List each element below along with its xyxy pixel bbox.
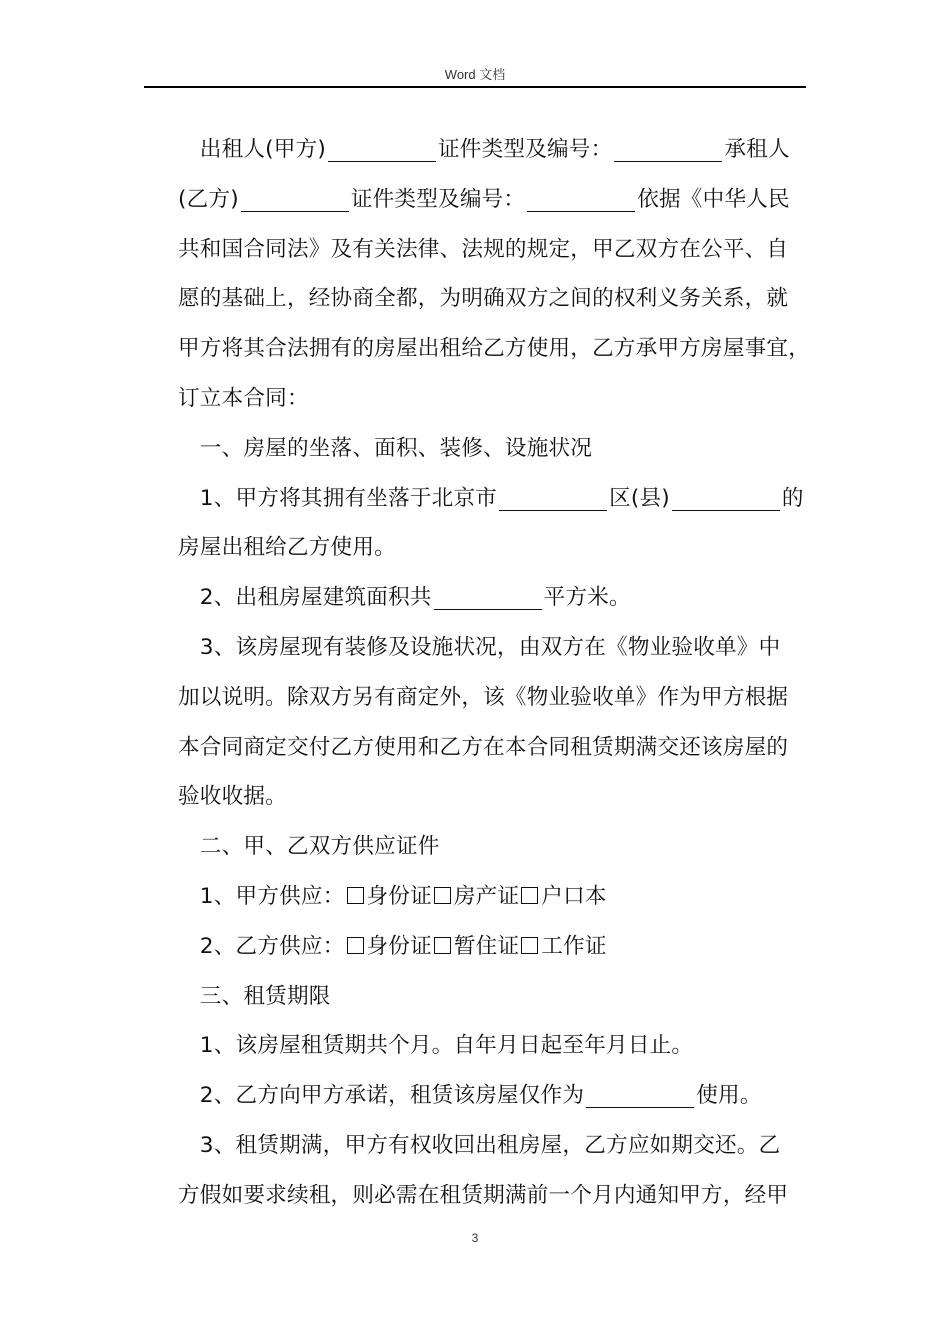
text-run: 依据《中华人民	[637, 186, 790, 212]
checkbox[interactable]	[434, 887, 451, 904]
text-line	[178, 576, 806, 626]
text-run: 1、甲方供应：	[178, 883, 345, 909]
text-run: 使用。	[696, 1083, 762, 1109]
blank-field[interactable]	[328, 133, 436, 162]
section-heading: 一、房屋的坐落、面积、装修、设施状况	[178, 435, 593, 461]
checkbox-label: 身份证	[366, 933, 432, 959]
checkbox[interactable]	[347, 887, 364, 904]
blank-field[interactable]	[527, 183, 635, 212]
text-line	[178, 128, 806, 178]
text-run: 证件类型及编号：	[350, 186, 526, 212]
text-line: 加以说明。除双方另有商定外，该《物业验收单》作为甲方根据	[178, 684, 789, 710]
blank-field[interactable]	[434, 581, 542, 610]
text-run: 2、乙方供应：	[178, 933, 345, 959]
checkbox-label: 房产证	[453, 883, 520, 909]
document-body	[178, 128, 811, 1224]
text-line: 本合同商定交付乙方使用和乙方在本合同租赁期满交还该房屋的	[178, 734, 789, 760]
checkbox[interactable]	[347, 937, 364, 954]
checkbox-label: 户口本	[541, 883, 607, 909]
text-line: 订立本合同：	[178, 385, 309, 411]
text-run: 2、出租房屋建筑面积共	[178, 585, 432, 611]
checkbox-label: 暂住证	[453, 933, 520, 959]
text-run: (乙方)	[178, 186, 239, 212]
text-line: 1、该房屋租赁期共个月。自年月日起至年月日止。	[178, 1033, 694, 1059]
page-header: Word 文档	[444, 67, 506, 82]
text-line: 甲方将其合法拥有的房屋出租给乙方使用，乙方承甲方房屋事宜，	[178, 336, 811, 362]
text-line	[178, 925, 806, 975]
page-number: 3	[471, 1231, 479, 1245]
section-heading: 三、租赁期限	[178, 983, 331, 1009]
section-heading: 二、甲、乙双方供应证件	[178, 834, 440, 860]
text-run: 出租人(甲方)	[178, 137, 327, 162]
text-run: 区(县)	[609, 485, 670, 511]
checkbox-label: 身份证	[366, 883, 432, 909]
blank-field[interactable]	[586, 1079, 694, 1108]
text-line: 共和国合同法》及有关法律、法规的规定，甲乙双方在公平、自	[178, 236, 789, 262]
text-line: 方假如要求续租，则必需在租赁期满前一个月内通知甲方，经甲	[178, 1182, 789, 1208]
text-run: 的	[781, 485, 804, 511]
text-line	[178, 477, 806, 527]
text-run: 2、乙方向甲方承诺，租赁该房屋仅作为	[178, 1083, 585, 1109]
blank-field[interactable]	[241, 183, 349, 212]
text-line: 房屋出租给乙方使用。	[178, 535, 396, 561]
text-run: 承租人	[724, 137, 790, 162]
text-line	[178, 1074, 806, 1124]
text-line: 3、该房屋现有装修及设施状况，由双方在《物业验收单》中	[178, 634, 781, 660]
checkbox[interactable]	[521, 937, 538, 954]
checkbox[interactable]	[434, 937, 451, 954]
text-line: 验收收据。	[178, 784, 287, 810]
text-line	[178, 178, 806, 228]
blank-field[interactable]	[672, 482, 780, 511]
blank-field[interactable]	[614, 133, 722, 162]
text-line	[178, 875, 806, 925]
text-run: 1、甲方将其拥有坐落于北京市	[178, 485, 498, 511]
checkbox[interactable]	[521, 887, 538, 904]
blank-field[interactable]	[499, 482, 607, 511]
header-rule	[144, 86, 806, 88]
checkbox-label: 工作证	[541, 933, 607, 959]
text-run: 证件类型及编号：	[438, 137, 613, 162]
text-run: 平方米。	[543, 585, 631, 611]
text-line: 3、租赁期满，甲方有权收回出租房屋，乙方应如期交还。乙	[178, 1132, 781, 1158]
text-line: 愿的基础上，经协商全都，为明确双方之间的权利义务关系，就	[178, 286, 789, 312]
